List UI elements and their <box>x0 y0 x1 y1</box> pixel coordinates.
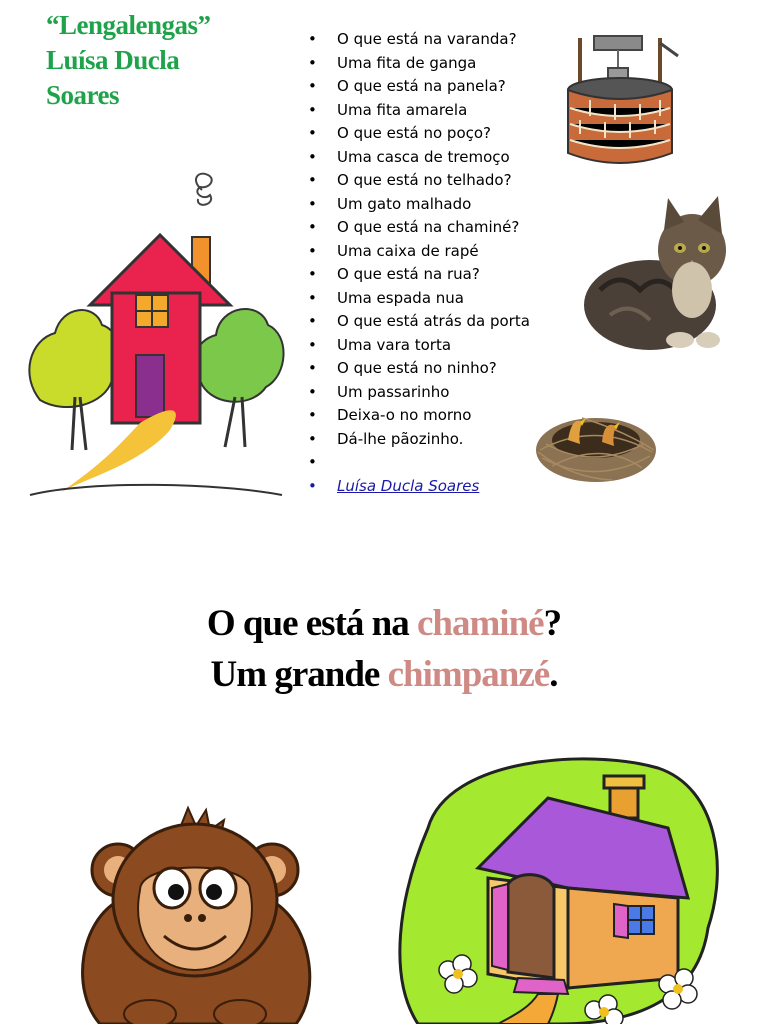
poem-line: • O que está no poço? <box>308 122 530 146</box>
verse-text: O que está na <box>206 603 417 644</box>
verse-line-2 <box>0 649 768 700</box>
page-title <box>46 8 211 113</box>
poem-line: • Dá-lhe pãozinho. <box>308 428 530 452</box>
title-line: Luísa Ducla <box>46 45 180 75</box>
poem-line: • Deixa-o no morno <box>308 404 530 428</box>
title-line: Soares <box>46 80 120 110</box>
verse-text: Um grande <box>210 654 388 695</box>
poem-line: • O que está na varanda? <box>308 28 530 52</box>
poem-line: • Uma casca de tremoço <box>308 146 530 170</box>
poem-line: • Uma fita amarela <box>308 99 530 123</box>
author-item <box>308 475 530 499</box>
poem-line: • O que está no ninho? <box>308 357 530 381</box>
title-line: “Lengalengas” <box>46 10 211 40</box>
verse-line-1 <box>0 598 768 649</box>
poem-line: • Uma espada nua <box>308 287 530 311</box>
verse <box>0 598 768 700</box>
poem-line: • Uma fita de ganga <box>308 52 530 76</box>
bird-nest-photo <box>532 400 660 490</box>
poem-line: • Um passarinho <box>308 381 530 405</box>
poem-line: • O que está na chaminé? <box>308 216 530 240</box>
cartoon-house <box>388 748 728 1024</box>
verse-highlight: chimpanzé <box>387 654 550 695</box>
poem-line: • Uma caixa de rapé <box>308 240 530 264</box>
poem-line <box>308 451 530 475</box>
poem-list <box>308 28 530 498</box>
poem-line: • O que está na rua? <box>308 263 530 287</box>
cat-photo <box>580 190 728 360</box>
monkey-cartoon <box>60 800 330 1024</box>
verse-punct: . <box>549 654 558 695</box>
poem-line: • O que está atrás da porta <box>308 310 530 334</box>
house-drawing <box>20 165 295 505</box>
well-illustration <box>560 28 685 168</box>
verse-highlight: chaminé <box>416 603 544 644</box>
poem-line: • O que está no telhado? <box>308 169 530 193</box>
verse-punct: ? <box>543 603 562 644</box>
poem-line: • Uma vara torta <box>308 334 530 358</box>
poem-line: • Um gato malhado <box>308 193 530 217</box>
author-link[interactable]: Luísa Ducla Soares <box>337 476 480 495</box>
poem-line: • O que está na panela? <box>308 75 530 99</box>
